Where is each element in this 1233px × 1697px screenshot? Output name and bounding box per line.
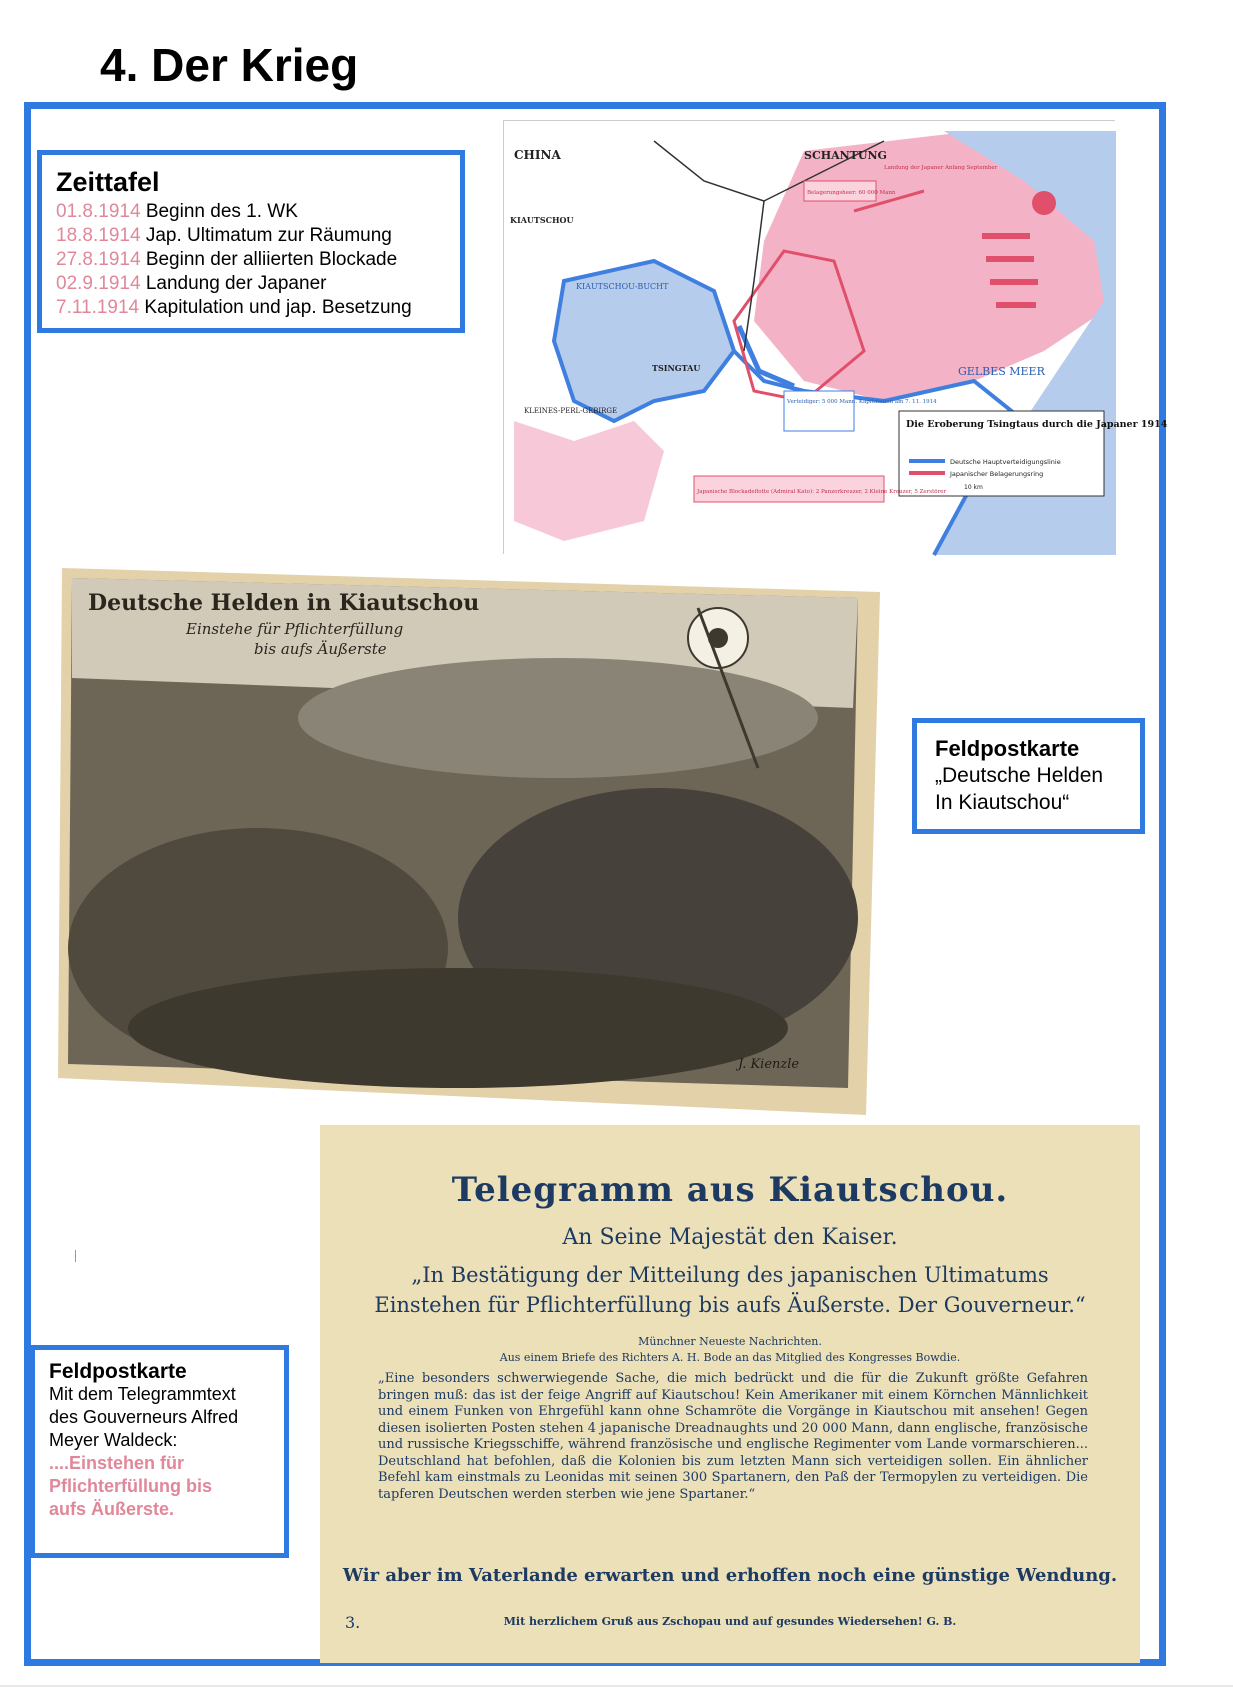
telegram-source-2: Aus einem Briefe des Richters A. H. Bode an das Mitglied des Kongresses Bowdie. [499, 1351, 961, 1364]
map-besieger-text: Belagerungsheer: 60 000 Mann [807, 190, 896, 196]
postcard-caption: Deutsche Helden in Kiautschou [88, 590, 480, 616]
timeline-entry [56, 200, 446, 224]
page-title: 4. Der Krieg [100, 39, 359, 91]
warship-icon [996, 302, 1036, 308]
map-illustration [504, 121, 1168, 555]
telegram-body: „Eine besonders schwerwiegende Sache, die mich bedrückt und die für die Zukunft größte Gefahren bringen muß: das ist der feige Angriff auf Kiautschou! Kein Amerikaner mit einem Körnchen Männlichkeit und einem Funken von Ehrgefühl kann ohne Schamröte die Vorgänge in Kiautschou mit ansehen! Gegen diesen isolierten Posten stehen 4 japanische Dreadnaughts und 20 000 Mann, dann englische, französische und russische Kriegsschiffe, während französische und englische Regimenter vom Lande vormarschieren... Deutschland hat befohlen, daß die Kolonien bis zum letzten Mann sich verteidigen sollen. Ein ähnlicher Befehl kam einstmals zu Leonidas mit seinen 300 Spartanern, den Paß der Termopylen zu verteidigen. Die tapferen Deutschen werden sterben wie jene Spartaner.“ [378, 1371, 1088, 1502]
map-legend-line1: Deutsche Hauptverteidigungslinie [950, 458, 1061, 466]
map-label-schantung: SCHANTUNG [804, 149, 887, 162]
map-legend-title: Die Eroberung Tsingtaus durch die Japaner 1914 [906, 419, 1168, 430]
feldpost-box-2 [30, 1345, 289, 1558]
feldpost-emphasis: aufs Äußerste. [49, 1499, 175, 1519]
timeline-date: 02.9.1914 [56, 273, 141, 294]
telegram-heading: Telegramm aus Kiautschou. [451, 1170, 1009, 1210]
timeline-entry [56, 248, 446, 272]
map-label-perlgebirge: KLEINES-PERL-GEBIRGE [524, 407, 618, 415]
postcard-heroes-illustration [58, 568, 883, 1115]
telegram-number: 3. [345, 1613, 361, 1632]
timeline-entry [56, 296, 446, 320]
map-label-bucht: KIAUTSCHOU-BUCHT [576, 282, 669, 291]
map-landing-text: Landung der Japaner Anfang September [884, 165, 998, 171]
telegram-quote-line: „In Bestätigung der Mitteilung des japanischen Ultimatums [411, 1263, 1049, 1287]
rubble [128, 968, 788, 1088]
rising-sun-flag-icon [1032, 191, 1056, 215]
warship-icon [990, 279, 1038, 285]
feldpost-line: Meyer Waldeck: [49, 1430, 178, 1450]
map-label-gelbes-meer: GELBES MEER [958, 365, 1045, 378]
zeittafel-box [37, 150, 465, 333]
telegram-source-1: Münchner Neueste Nachrichten. [638, 1335, 822, 1348]
telegram-salutation: An Seine Majestät den Kaiser. [562, 1225, 898, 1250]
feldpost-title-1: Feldpostkarte [935, 736, 1080, 761]
map-blockade-text: Japanische Blockadeflotte (Admiral Kato): 2 Panzerkreuzer, 2 Kleine Kreuzer, 5 Zerstörer [697, 489, 947, 495]
timeline-text: Beginn der alliierten Blockade [145, 249, 398, 270]
map-label-china: CHINA [514, 148, 561, 162]
feldpost-line: „Deutsche Helden [935, 764, 1104, 787]
timeline-date: 7.11.1914 [56, 297, 140, 318]
map-label-kiautschou: KIAUTSCHOU [510, 215, 574, 225]
map-defender-text: Verteidiger: 5 000 Mann. Kapitulation am 7. 11. 1914 [787, 399, 937, 405]
tsingtau-map [503, 120, 1168, 554]
telegram-footer: Mit herzlichem Gruß aus Zschopau und auf gesundes Wiedersehen! G. B. [503, 1615, 957, 1628]
postcard-heroes [58, 568, 883, 1115]
timeline-text: Jap. Ultimatum zur Räumung [145, 225, 392, 246]
feldpost-box-1 [912, 718, 1145, 834]
postcard-subcaption-2: bis aufs Äußerste [254, 640, 387, 658]
map-legend-line2: Japanischer Belagerungsring [950, 470, 1044, 478]
telegram-quote-line: Einstehen für Pflichterfüllung bis aufs Äußerste. Der Gouverneur.“ [374, 1293, 1086, 1317]
warship-icon [982, 233, 1030, 239]
feldpost-title-2: Feldpostkarte [49, 1360, 187, 1383]
zeittafel-title: Zeittafel [56, 167, 160, 197]
timeline-entry [56, 224, 446, 248]
timeline-date: 27.8.1914 [56, 249, 141, 270]
postcard-subcaption-1: Einstehe für Pflichterfüllung [186, 620, 404, 638]
legend-swatch-siege [909, 471, 945, 475]
telegram-postcard [320, 1125, 1140, 1663]
timeline-text: Beginn des 1. WK [145, 201, 298, 222]
artist-signature: J. Kienzle [738, 1057, 800, 1072]
timeline-entry [56, 272, 446, 296]
telegram-quote [360, 1260, 1100, 1320]
feldpost-line: In Kiautschou“ [935, 791, 1070, 814]
map-scale: 10 km [964, 484, 983, 491]
feldpost-line: des Gouverneurs Alfred [49, 1407, 239, 1427]
map-label-tsingtau: TSINGTAU [652, 363, 701, 373]
feldpost-emphasis: ....Einstehen für [49, 1453, 185, 1473]
timeline-text: Landung der Japaner [145, 273, 327, 294]
legend-swatch-defense [909, 459, 945, 463]
feldpost-line: Mit dem Telegrammtext [49, 1384, 236, 1404]
page-bottom-rule [0, 1685, 1233, 1687]
warship-icon [986, 256, 1034, 262]
timeline-date: 01.8.1914 [56, 201, 141, 222]
timeline-text: Kapitulation und jap. Besetzung [144, 297, 412, 318]
timeline-date: 18.8.1914 [56, 225, 141, 246]
feldpost-emphasis: Pflichterfüllung bis [49, 1476, 213, 1496]
telegram-closing: Wir aber im Vaterlande erwarten und erhoffen noch eine günstige Wendung. [342, 1565, 1118, 1586]
defender-box [784, 391, 854, 431]
margin-mark [75, 1250, 76, 1262]
